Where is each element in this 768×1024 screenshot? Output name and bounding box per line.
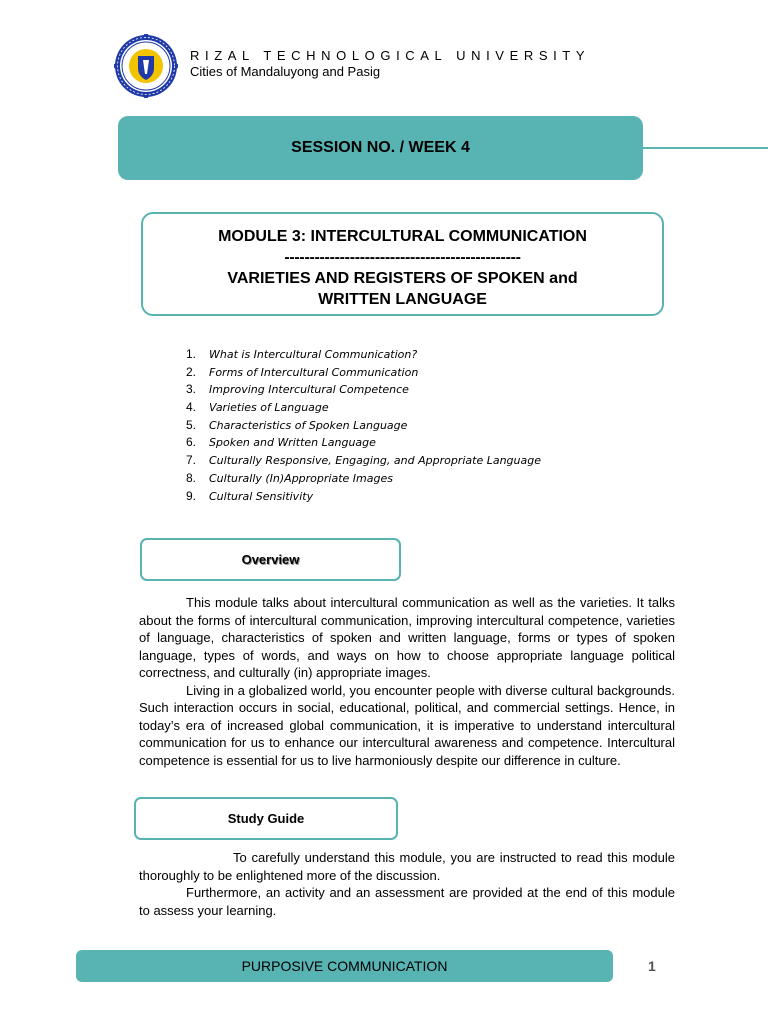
university-location: Cities of Mandaluyong and Pasig [190, 64, 381, 79]
banner-divider-line [643, 147, 768, 149]
list-text: Spoken and Written Language [209, 436, 376, 450]
list-number: 3. [186, 382, 197, 397]
footer-course-label: PURPOSIVE COMMUNICATION [241, 958, 448, 974]
list-item [186, 470, 541, 488]
list-item [186, 399, 541, 417]
module-subtitle-line1: VARIETIES AND REGISTERS OF SPOKEN and [227, 270, 578, 287]
study-guide-paragraph-2: Furthermore, an activity and an assessment are provided at the end of this module to assess your learning. [139, 885, 675, 918]
list-text: Cultural Sensitivity [209, 489, 314, 503]
list-text: Forms of Intercultural Communication [209, 365, 419, 379]
list-number: 4. [186, 400, 197, 415]
list-number: 6. [186, 435, 197, 450]
session-banner [118, 116, 643, 180]
overview-paragraph-2: Living in a globalized world, you encounter people with diverse cultural backgrounds. Such interaction occurs in social, educational, political, and commercial settings. Hence, in today’s era of increased global communication, it is imperative to understand intercultural communication for us to enhance our intercultural awareness and competence. Intercultural competence is essential for us to live harmoniously despite our difference in culture. [139, 682, 675, 768]
overview-heading: Overview [241, 552, 300, 567]
university-seal-icon [114, 34, 178, 98]
list-text: Improving Intercultural Competence [209, 383, 409, 397]
overview-body [139, 594, 675, 769]
study-guide-heading: Study Guide [227, 811, 305, 826]
list-text: What is Intercultural Communication? [209, 348, 418, 361]
overview-heading-box [140, 538, 401, 581]
study-guide-body [139, 849, 675, 919]
session-title: SESSION NO. / WEEK 4 [291, 139, 470, 156]
page-number: 1 [648, 958, 656, 974]
study-guide-heading-box [134, 797, 398, 840]
list-number: 1. [186, 347, 197, 361]
module-title-box [141, 212, 664, 316]
list-text: Characteristics of Spoken Language [209, 418, 408, 432]
list-number: 5. [186, 417, 197, 432]
list-item [186, 381, 541, 399]
list-text: Culturally (In)Appropriate Images [209, 471, 393, 485]
list-number: 7. [186, 453, 197, 468]
footer-bar [76, 950, 613, 982]
topic-list [186, 346, 541, 505]
module-title: MODULE 3: INTERCULTURAL COMMUNICATION [218, 228, 587, 245]
list-item [186, 364, 541, 382]
list-item [186, 346, 541, 364]
list-item [186, 452, 541, 470]
university-name: RIZAL TECHNOLOGICAL UNIVERSITY [190, 48, 591, 63]
list-text: Varieties of Language [209, 401, 329, 415]
list-text: Culturally Responsive, Engaging, and Appropriate Language [209, 454, 541, 468]
overview-paragraph-1: This module talks about intercultural communication as well as the varieties. It talks about the forms of intercultural communication, improving intercultural competence, varieties of language, characteristics of spoken and written language, forms or types of spoken language, types of words, and ways on how to choose appropriate language political correctness, and culturally (in) appropriate images. [139, 595, 675, 680]
list-number: 2. [186, 364, 197, 379]
list-number: 9. [186, 488, 197, 503]
module-divider: ----------------------------------------------- [284, 249, 521, 266]
study-guide-paragraph-1: To carefully understand this module, you are instructed to read this module thoroughly to be enlightened more of the discussion. [139, 850, 675, 883]
list-item [186, 434, 541, 452]
list-number: 8. [186, 470, 197, 485]
module-subtitle-line2: WRITTEN LANGUAGE [318, 291, 487, 308]
list-item [186, 417, 541, 435]
list-item [186, 488, 541, 506]
